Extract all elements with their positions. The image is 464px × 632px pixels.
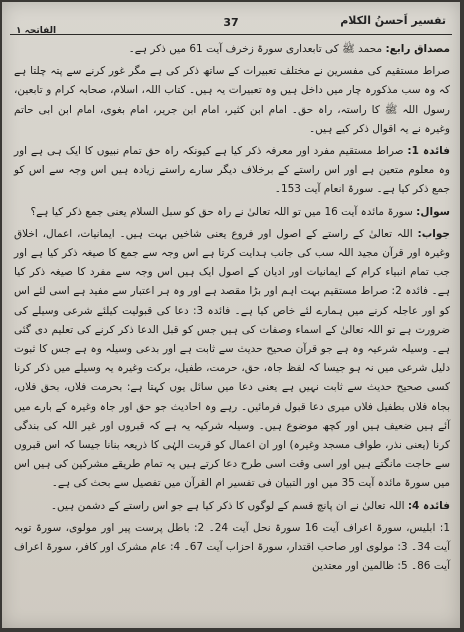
book-title: تفسیر اَحسنُ الکلام [340, 14, 446, 27]
paragraph [14, 62, 450, 139]
paragraph-text: اللہ تعالیٰ کے راستے کے اصول اور فروع یعنی شاخیں بہت ہیں۔ ایمانیات، اعمال، اخلاق وغیرہ اور قرآن مجید اللہ سب کی جانب ہدایت کرتا ہے اس وجہ سے جمع کا صیغہ ذکر کیا ہے اور جب تمام انبیاء کرام کے ایمانیات اور ادیان کے اصول ایک ہیں اس وجہ سے مفرد کا صیغہ ذکر کیا ہے۔ فائدہ 2: صراط مستقیم بہت اہم اور بڑا مقصد ہے اور وہ ہر اعتبار سے مفید ہے اسی لئے اس کو اور عاجلہ کرنے میں ہمارے لئے خاص کیا ہے۔ فائدہ 3: دعا کی قبولیت کیلئے شرعی وسیلے کی ضرورت ہے تو اللہ تعالیٰ کے اسماء وصفات کی ہیں جس کو قبل الدعا ذکر کرنے کی تعلیم دی گئی ہے۔ وسیلہ شرعیہ وہ ہے جو قرآن صحیح حدیث سے ثابت ہے اور بدعی وسیلہ وہ ہے جس کا ثبوت دلیل شرعی میں نہ ہو جیسا کہ لفظ جاہ، حق، حرمت، طفیل، برکت وغیرہ یہ وسیلے میں ذکر کرنا کسی صحیح حدیث سے ثابت نہیں ہے یعنی دعا میں سائل یوں کہتا ہے: بحرمت فلاں، بحق فلاں، بجاہ فلاں بطفیل فلاں میری دعا قبول فرمائیں۔ رہے وہ احادیث جو حق اور جاہ وغیرہ کے بارے میں آئے ہیں ضعیف ہیں اور کچھ موضوع ہیں۔ وسیلہ شرکیہ یہ ہے کہ قبروں اور غیر اللہ کی بندگی کرنا (یعنی نذر، طواف مسجد وغیرہ) اور ان اعمال کو قربت الہٰی کا ذریعہ بنانا جیسا کہ اس قبروں سے حاجت مانگتے ہیں اور اسی وقت اسی طرح دعا کرتے ہیں یہ تمام طریقے مشرکین کی ہیں اس میں سورۃ مائدہ آیت 35 میں اور التبیان فی تفسیر ام القرآن میں تفصیل سے بحث کی ہے۔ [14, 227, 451, 490]
paragraph-text: صراط مستقیم کی مفسرین نے مختلف تعبیرات کے ساتھ ذکر کی ہے مگر غور کرنے سے پتہ چلتا ہے کہ وہ سب مذکورہ چار میں داخل ہیں وہ تعبیرات یہ ہیں۔ کتاب اللہ، اسلام، صحابہ کرام و تابعین، رسول اللہ ﷺ کا راستہ، راہ حق۔ امام ابن کثیر، امام ابن جریر، امام بغوی، امام ابن ابی حاتم وغیرہ نے یہ اقوال ذکر کیے ہیں۔ [14, 65, 450, 135]
paragraph-text: 1: ابلیس، سورۃ اعراف آیت 16 سورۃ نحل آیت 24۔ 2: باطل پرست پیر اور مولوی، سورۃ توبہ آیت 34۔ 3: مولوی اور صاحب اقتدار، سورۃ احزاب آیت 67۔ 4: عام مشرک اور کافر، سورۃ اعراف آیت 86۔ 5: ظالمین اور معتدین [14, 521, 450, 573]
paragraph-lead: سوال: [416, 205, 450, 218]
page-body [14, 40, 450, 622]
paragraph [14, 497, 450, 516]
paragraph-text: اللہ تعالیٰ نے ان پانچ قسم کے لوگوں کا ذکر کیا ہے جو اس راستے کے دشمن ہیں۔ [50, 499, 408, 512]
paragraph-lead: مصداق رابع: [385, 43, 450, 55]
paragraph [14, 142, 450, 200]
page-header [10, 8, 452, 35]
paragraph-lead: فائدہ 1: [407, 145, 450, 158]
book-page [2, 2, 460, 628]
paragraph-lead: فائدہ 4: [407, 499, 450, 512]
paragraph-text: محمد ﷺ کی تابعداری سورۃ زخرف آیت 61 میں ذکر ہے۔ [128, 43, 386, 55]
paragraph [14, 203, 450, 222]
paragraph [14, 519, 450, 577]
paragraph [14, 40, 450, 59]
paragraph [14, 225, 450, 494]
page-number: 37 [223, 16, 239, 29]
paragraph-text: صراط مستقیم مفرد اور معرفہ ذکر کیا ہے کیونکہ راہ حق تمام نبیوں کا ایک ہی ہے اور وہ معلوم متعین ہے اور اس راستے کے برخلاف دیگر سارے راستے زیادہ ہیں اس وجہ سے اس کو جمع ذکر کیا ہے۔ سورۃ انعام آیت 153۔ [14, 145, 450, 196]
surah-label: الفاتحہ ۱ [16, 26, 57, 36]
paragraph-text: سورۃ مائدہ آیت 16 میں تو اللہ تعالیٰ نے راہ حق کو سبل السلام یعنی جمع ذکر کیا ہے؟ [30, 205, 417, 218]
paragraph-lead: جواب: [417, 227, 450, 240]
